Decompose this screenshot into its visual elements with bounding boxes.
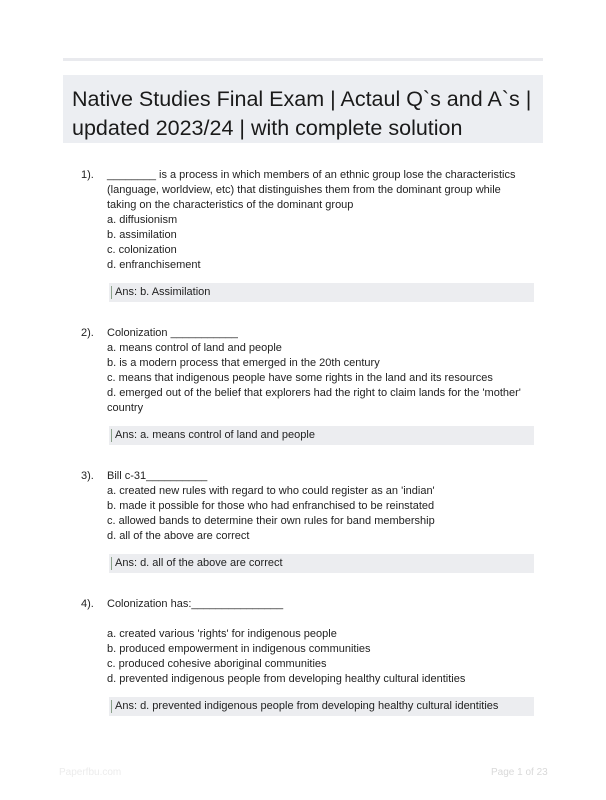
option-c: c. means that indigenous people have some rights in the land and its resources — [107, 372, 493, 384]
answer-box-4: Ans: d. prevented indigenous people from developing healthy cultural identities — [109, 697, 534, 716]
question-number: 4). — [81, 598, 94, 610]
question-body — [107, 469, 532, 544]
question-stem: Bill c-31__________ — [107, 470, 208, 482]
option-d: d. enfranchisement — [107, 259, 201, 271]
answer-box-1: Ans: b. Assimilation — [109, 283, 534, 302]
title-banner — [63, 75, 543, 143]
question-body — [107, 168, 532, 273]
question-stem: Colonization has:_______________ — [107, 598, 284, 610]
question-stem: ________ is a process in which members of an ethnic group lose the characteristics (language, worldview, etc) that distinguishes them from the dominant group while taking on the characteristics of the dominant group — [107, 169, 516, 211]
question-number: 3). — [81, 470, 94, 482]
option-c: c. produced cohesive aboriginal communities — [107, 658, 327, 670]
footer-watermark: Paperfbu.com — [59, 767, 122, 778]
document-title: Native Studies Final Exam | Actaul Q`s and A`s | updated 2023/24 | with complete solution — [72, 87, 532, 140]
option-b: b. produced empowerment in indigenous communities — [107, 643, 371, 655]
option-d: d. prevented indigenous people from developing healthy cultural identities — [107, 673, 466, 685]
option-c: c. allowed bands to determine their own rules for band membership — [107, 515, 435, 527]
question-body — [107, 326, 532, 416]
option-d: d. all of the above are correct — [107, 530, 250, 542]
option-c: c. colonization — [107, 244, 177, 256]
answer-box-2: Ans: a. means control of land and people — [109, 426, 534, 445]
option-a: a. created new rules with regard to who could register as an 'indian' — [107, 485, 435, 497]
option-b: b. assimilation — [107, 229, 177, 241]
option-d: d. emerged out of the belief that explorers had the right to claim lands for the 'mother' country — [107, 387, 521, 414]
option-b: b. is a modern process that emerged in the 20th century — [107, 357, 380, 369]
question-stem: Colonization ___________ — [107, 327, 238, 339]
option-b: b. made it possible for those who had enfranchised to be reinstated — [107, 500, 435, 512]
question-body — [107, 597, 532, 687]
answer-box-3: Ans: d. all of the above are correct — [109, 554, 534, 573]
spacer — [107, 612, 532, 627]
option-a: a. diffusionism — [107, 214, 178, 226]
option-a: a. means control of land and people — [107, 342, 282, 354]
option-a: a. created various 'rights' for indigenous people — [107, 628, 337, 640]
question-number: 2). — [81, 327, 94, 339]
page-number: Page 1 of 23 — [491, 767, 548, 778]
top-divider — [63, 58, 543, 61]
question-number: 1). — [81, 169, 94, 181]
